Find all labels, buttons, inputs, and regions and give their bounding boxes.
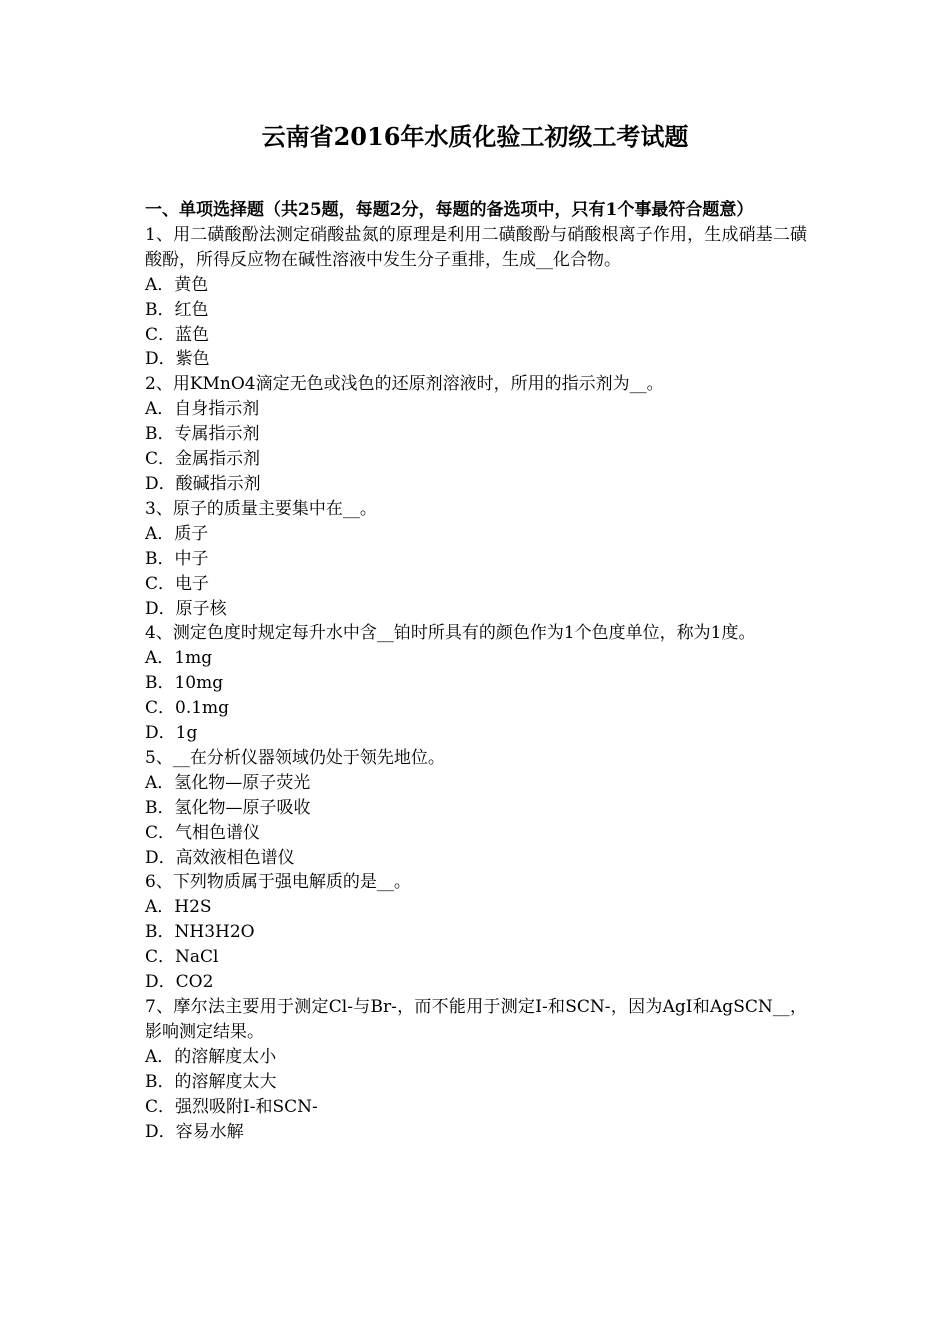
option-c: C．金属指示剂 [145,449,261,470]
question-stem: 4、测定色度时规定每升水中含__铂时所具有的颜色作为1个色度单位，称为1度。 [145,623,756,644]
option-c: C．0.1mg [145,698,230,719]
option-b: B．NH3H2O [145,922,255,943]
option-c: C．NaCl [145,947,219,968]
question-5 [145,746,807,871]
question-stem: 6、下列物质属于强电解质的是__。 [145,872,411,893]
option-b: B．10mg [145,673,224,694]
option-a: A．质子 [145,523,209,544]
section-heading: 一、单项选择题（共25题，每题2分，每题的备选项中，只有1个事最符合题意） [145,200,754,220]
option-d: D．容易水解 [145,1121,244,1142]
option-a: A．1mg [145,648,213,669]
option-a: A．H2S [145,897,212,918]
question-stem: 5、__在分析仪器领域仍处于领先地位。 [145,747,445,768]
question-6 [145,870,807,995]
option-d: D．酸碱指示剂 [145,473,261,494]
option-d: D．CO2 [145,972,214,993]
option-a: A．自身指示剂 [145,399,260,420]
option-c: C．电子 [145,573,210,594]
option-d: D．紫色 [145,349,210,370]
question-4 [145,621,807,746]
question-stem: 2、用KMnO4滴定无色或浅色的还原剂溶液时，所用的指示剂为__。 [145,374,664,395]
option-d: D．1g [145,723,198,744]
question-1 [145,223,807,372]
question-stem: 1、用二磺酸酚法测定硝酸盐氮的原理是利用二磺酸酚与硝酸根离子作用，生成硝基二磺酸酚，所得反应物在碱性溶液中发生分子重排，生成__化合物。 [145,224,807,270]
question-2 [145,372,807,497]
document-title: 云南省2016年水质化验工初级工考试题 [261,122,689,151]
option-b: B．红色 [145,299,209,320]
option-b: B．氢化物—原子吸收 [145,797,311,818]
option-d: D．高效液相色谱仪 [145,847,295,868]
question-3 [145,497,807,622]
option-a: A．的溶解度太小 [145,1046,277,1067]
option-b: B．专属指示剂 [145,424,260,445]
option-b: B．的溶解度太大 [145,1071,277,1092]
option-c: C．蓝色 [145,324,210,345]
option-b: B．中子 [145,548,209,569]
question-stem: 7、摩尔法主要用于测定Cl-与Br-，而不能用于测定I-和SCN-，因为AgI和AgSCN__，影响测定结果。 [145,997,807,1042]
option-a: A．黄色 [145,274,209,295]
option-d: D．原子核 [145,598,227,619]
option-c: C．气相色谱仪 [145,822,261,843]
document-body [145,198,807,1144]
option-a: A．氢化物—原子荧光 [145,772,311,793]
option-c: C．强烈吸附I-和SCN- [145,1096,318,1117]
question-7 [145,995,807,1144]
question-stem: 3、原子的质量主要集中在__。 [145,498,377,519]
